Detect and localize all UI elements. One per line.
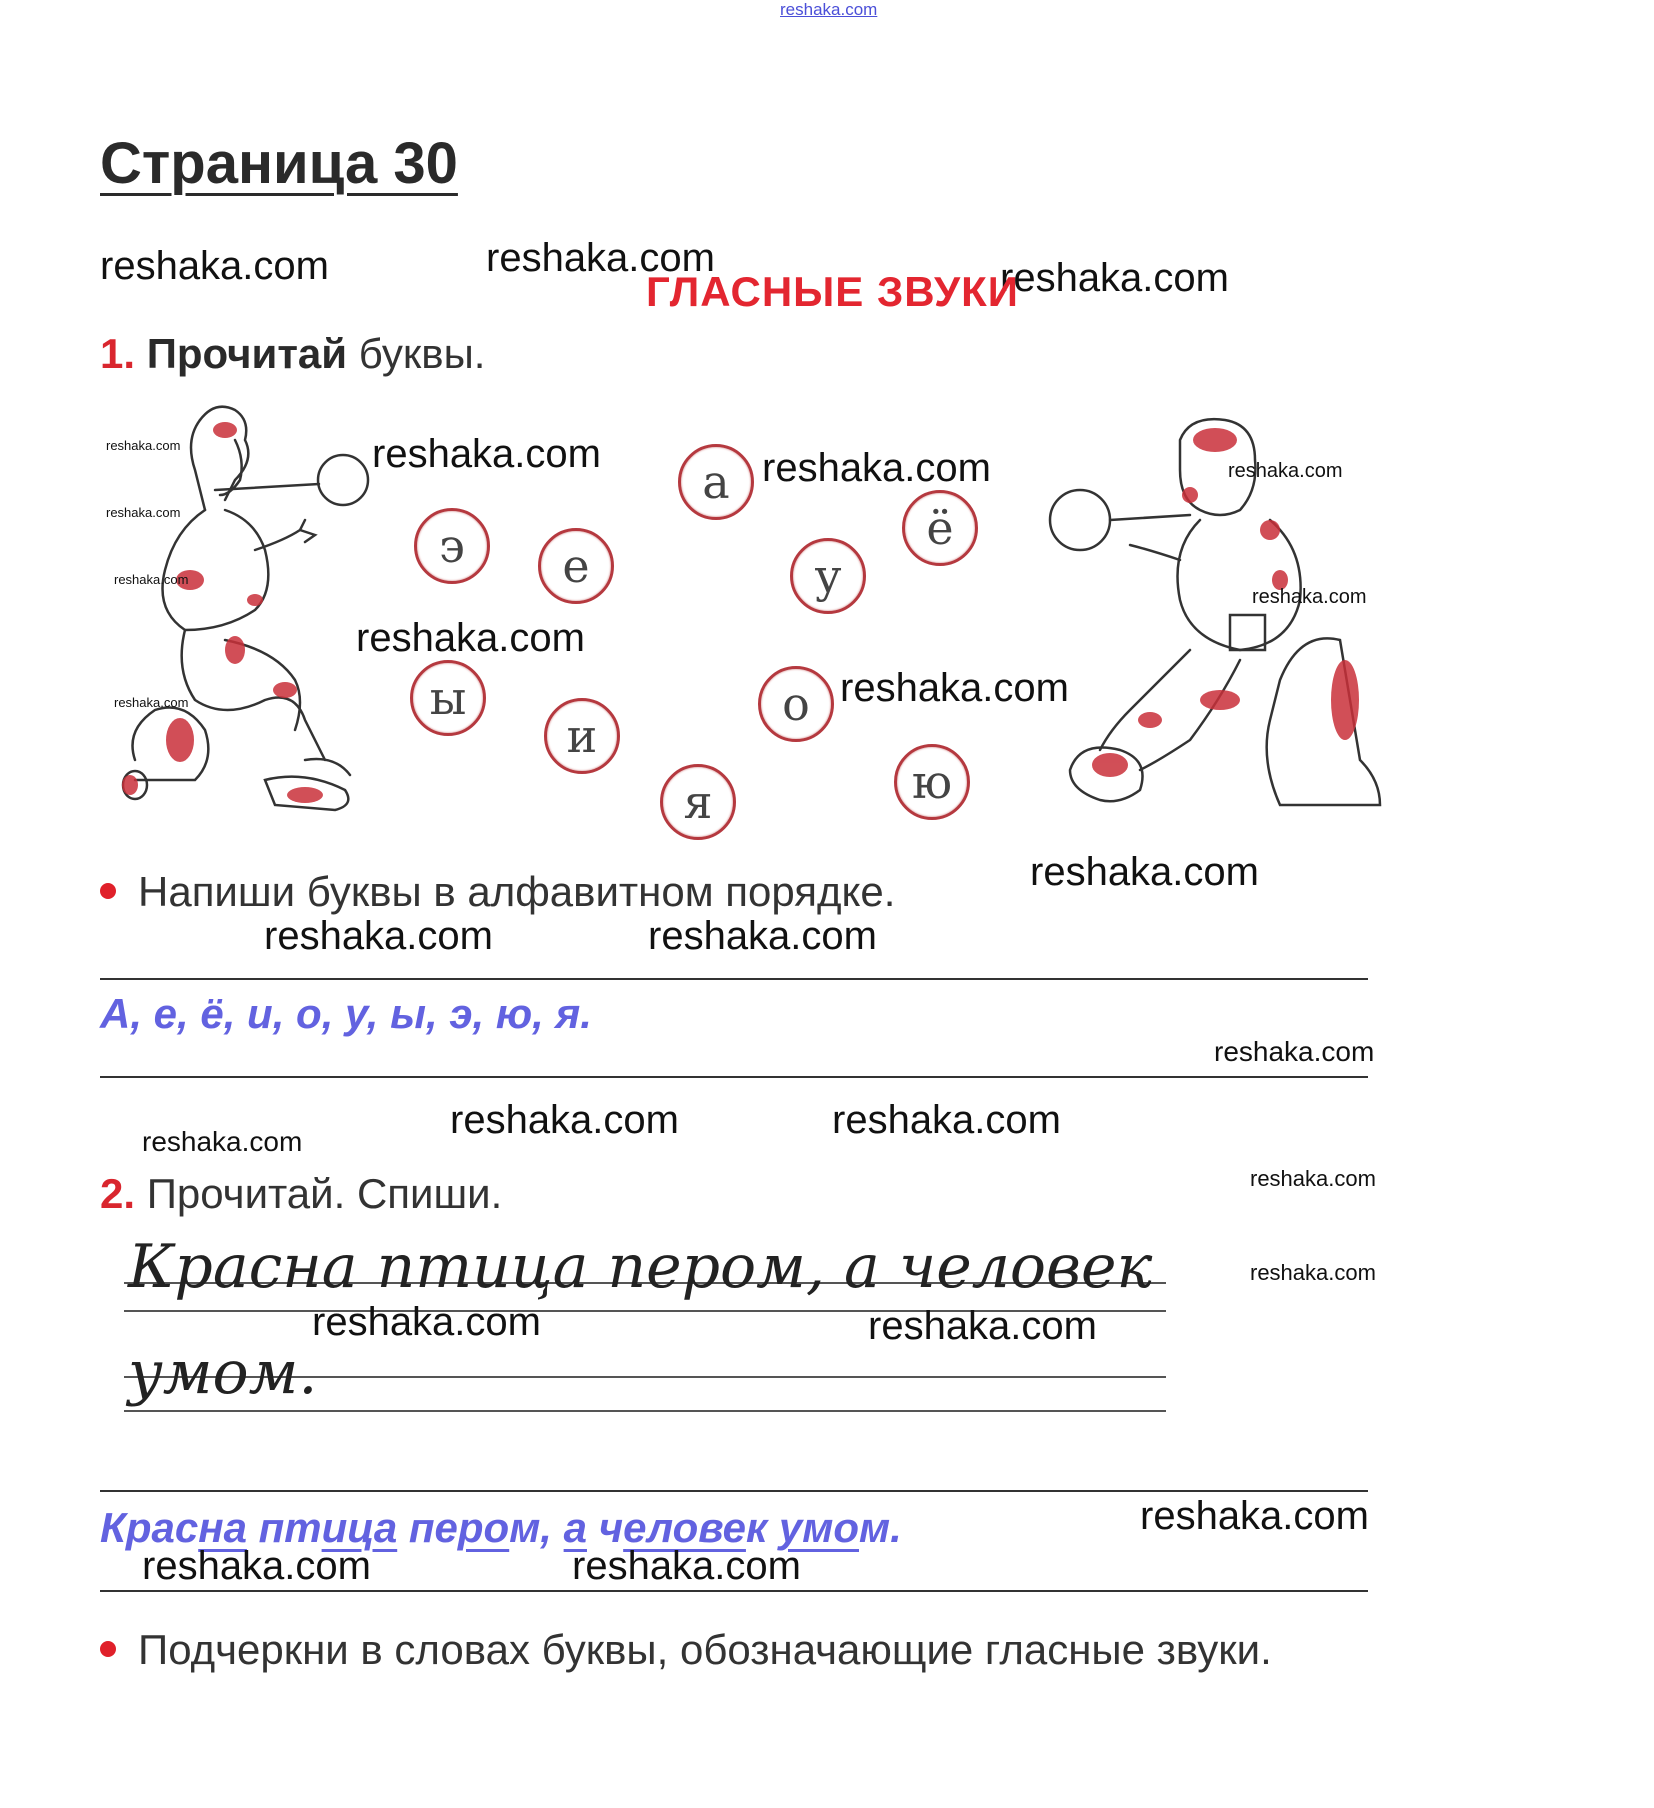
boy-blowing-bubble-left-illustration [105,400,385,840]
bullet-text: Подчеркни в словах буквы, обозначающие гласные звуки. [138,1626,1272,1673]
vowel-underline: елове [623,1504,746,1551]
watermark: reshaka.com [648,914,877,958]
watermark: reshaka.com [264,914,493,958]
watermark: reshaka.com [1252,586,1367,608]
task-2-heading [100,1170,502,1218]
watermark: reshaka.com [572,1544,801,1588]
letter-bubble: о [758,666,834,742]
watermark: reshaka.com [1030,850,1259,894]
watermark: reshaka.com [762,446,991,490]
watermark: reshaka.com [1228,460,1343,482]
watermark: reshaka.com [1140,1494,1369,1538]
task-text: буквы. [358,330,486,377]
letter-bubble: и [544,698,620,774]
letter-bubble: ю [894,744,970,820]
watermark: reshaka.com [1250,1166,1376,1191]
answer-word-part: ч [598,1504,624,1551]
vowel-underline: умо [778,1504,859,1551]
watermark: reshaka.com [100,244,329,288]
task-text: Прочитай. Спиши. [146,1170,503,1217]
answer-word-part: к [745,1504,768,1551]
watermark: reshaka.com [356,616,585,660]
bullet-dot [100,883,116,899]
answer-word-part: пе [408,1504,458,1551]
watermark: reshaka.com [142,1544,371,1588]
vowel-underline: ро [457,1504,510,1551]
watermark: reshaka.com [868,1304,1097,1348]
vowel-underline: а [563,1504,587,1551]
answer-word-part: м. [859,1504,902,1551]
watermark: reshaka.com [114,695,189,710]
answer-word-part: м, [509,1504,552,1551]
letter-bubble: ы [410,660,486,736]
top-watermark-link[interactable]: reshaka.com [780,0,878,19]
task-1-heading [100,330,485,378]
writing-line [100,1490,1368,1492]
watermark: reshaka.com [840,666,1069,710]
task-number: 1. [100,330,136,377]
answer-word-part: Крас [100,1504,199,1551]
letter-bubble: у [790,538,866,614]
watermark: reshaka.com [114,572,189,587]
watermark: reshaka.com [832,1098,1061,1142]
task-verb: Прочитай [146,330,348,377]
cursive-text-line-1: Красна птица пером, а человек [128,1232,1153,1302]
letter-bubble: э [414,508,490,584]
bullet-instruction-1 [100,868,895,916]
letter-bubble: а [678,444,754,520]
watermark: reshaka.com [106,505,181,520]
watermark: reshaka.com [372,432,601,476]
watermark: reshaka.com [1000,256,1229,300]
page-title: Страница 30 [100,131,458,196]
writing-line [100,978,1368,980]
vowel-underline: ица [321,1504,398,1551]
watermark: reshaka.com [312,1300,541,1344]
watermark: reshaka.com [450,1098,679,1142]
letter-bubble: ё [902,490,978,566]
letter-bubble: е [538,528,614,604]
cursive-text-line-2: умом. [128,1338,318,1408]
letter-bubble: я [660,764,736,840]
writing-line [100,1590,1368,1592]
section-title: ГЛАСНЫЕ ЗВУКИ [646,268,1019,315]
handwriting-line [124,1410,1166,1412]
bullet-dot [100,1641,116,1657]
watermark: reshaka.com [106,438,181,453]
bullet-text: Напиши буквы в алфавитном порядке. [138,868,896,915]
bullet-instruction-2 [100,1626,1272,1674]
vowel-underline: на [198,1504,247,1551]
writing-line [100,1076,1368,1078]
task-number: 2. [100,1170,136,1217]
answer-1: А, е, ё, и, о, у, ы, э, ю, я. [100,990,592,1037]
watermark: reshaka.com [142,1126,303,1157]
watermark: reshaka.com [1250,1260,1376,1285]
watermark: reshaka.com [1214,1036,1375,1067]
watermark: reshaka.com [486,236,715,280]
answer-word-part: пт [258,1504,322,1551]
